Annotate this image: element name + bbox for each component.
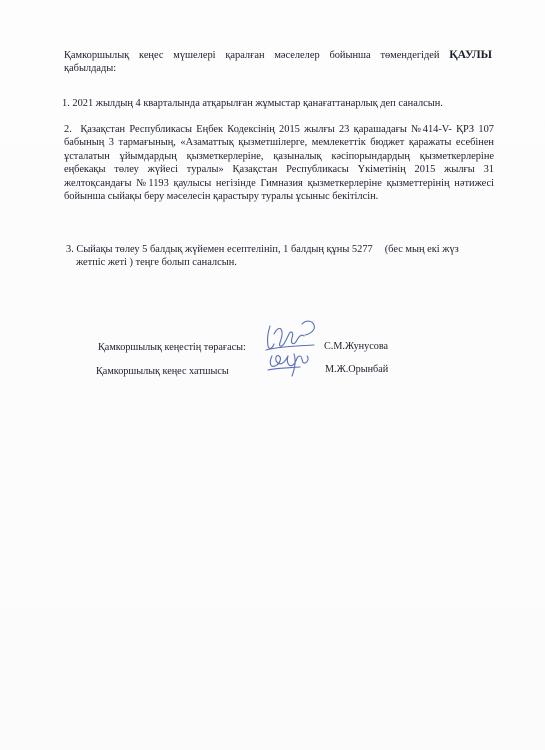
intro-bold-word: ҚАУЛЫ [449, 48, 492, 61]
resolution-item-1: 1. 2021 жылдың 4 кварталында атқарылған жұмыстар қанағаттанарлық деп саналсын. [62, 98, 443, 109]
resolution-item-3-line1: 3. Сыйақы төлеу 5 балдық жүйемен есептелініп, 1 балдың құны 5277 [66, 244, 373, 255]
intro-paragraph [64, 48, 492, 76]
secretary-name: М.Ж.Орынбай [325, 364, 389, 375]
resolution-item-3-line2: жетпіс жеті ) теңге болып саналсын. [76, 257, 237, 269]
signature-stroke [287, 356, 308, 366]
signature-stroke [302, 321, 314, 335]
intro-tail: қабылдады: [64, 63, 117, 75]
signature-stroke [268, 367, 300, 370]
resolution-item-3-paren: (бес мың екі жүз [384, 244, 459, 255]
resolution-item-3 [66, 243, 466, 270]
chair-name: С.М.Жунусова [324, 341, 389, 352]
resolution-item-2-body [64, 123, 494, 203]
signature-stroke [268, 326, 274, 348]
resolution-item-2 [64, 123, 494, 203]
signature-stroke [274, 328, 304, 346]
signature-stroke [270, 356, 288, 367]
resolution-item-2-text: Қазақстан Республикасы Еңбек Кодексінің 2015 жылғы 23 қарашадағы №414-V- ҚРЗ 107 бабының 3 тармағының, «Азаматтық қызметшілерге, мемлекеттік бюджет қаражаты есебінен ұсталатын ұйымдардың қызметкерлеріне, қазыналық кәсіпорындардың қызметкерлеріне еңбекақы төлеу жүйесі туралы» Қазақстан Республикасы Үкіметінің 2015 жылғы 31 желтоқсандағы №1193 қаулысы негізінде Гимназия қызметкерлеріне қызметтерінің нәтижесі бойынша сыйақы беру мәселесін қарастыру туралы ұсыныс бекітілсін. [64, 124, 494, 203]
intro-text: Қамкоршылық кеңес мүшелері қаралған мәселелер бойынша төмендегідей [64, 50, 450, 61]
secretary-label: Қамкоршылық кеңес хатшысы [96, 366, 229, 377]
resolution-item-2-number: 2. [64, 124, 72, 135]
handwritten-signature [256, 316, 326, 380]
chair-label: Қамкоршылық кеңестің төрағасы: [98, 342, 246, 353]
